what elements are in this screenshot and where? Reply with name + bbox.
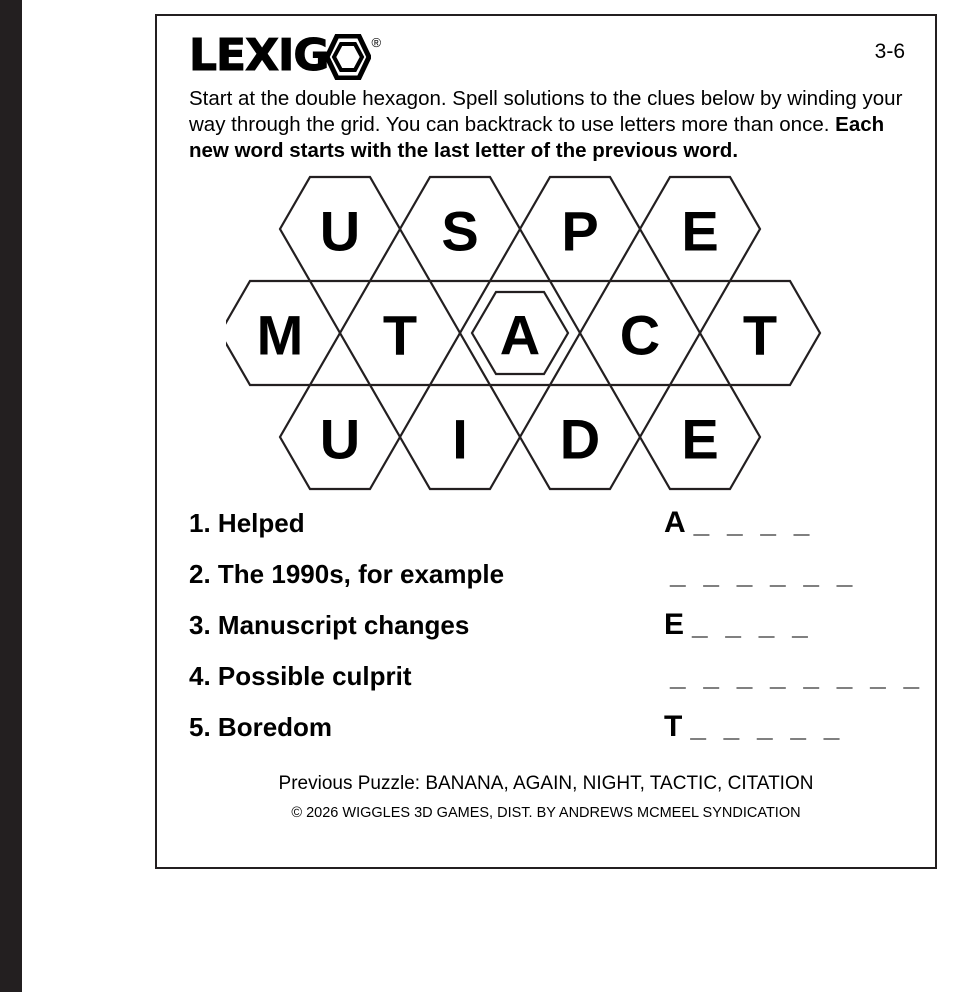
hex-grid [226, 172, 866, 497]
hex-letter: I [452, 407, 468, 471]
card-header [157, 16, 935, 86]
hex-cell-double-start[interactable] [460, 281, 580, 385]
answer-start-letter: E [664, 608, 687, 641]
page-gutter [0, 0, 22, 992]
answer-slot[interactable] [664, 557, 857, 591]
lexigo-puzzle-card [155, 14, 937, 869]
hex-cell[interactable] [400, 385, 520, 489]
hex-letter: D [559, 407, 601, 471]
clue-text [189, 508, 664, 539]
clue-label: Boredom [217, 712, 333, 742]
clue-row [189, 557, 905, 608]
clue-row [189, 710, 905, 761]
answer-start-letter: A [664, 506, 688, 539]
hex-cell[interactable] [640, 385, 760, 489]
instructions-text [189, 86, 905, 164]
clue-row [189, 608, 905, 659]
hex-cell[interactable] [580, 281, 700, 385]
hex-cell[interactable] [226, 281, 340, 385]
answer-blanks: _ _ _ _ _ _ [670, 558, 858, 589]
answer-blanks: _ _ _ _ [693, 507, 815, 538]
hex-row-2 [226, 281, 820, 385]
hex-letter: U [319, 407, 361, 471]
previous-puzzle-answers: Previous Puzzle: BANANA, AGAIN, NIGHT, TACTIC, CITATION [278, 773, 814, 794]
hex-cell[interactable] [280, 385, 400, 489]
answer-slot[interactable] [664, 710, 844, 744]
clue-text [189, 559, 664, 590]
hex-row-1 [280, 177, 760, 281]
clue-text [189, 712, 664, 743]
clue-number: 4. [189, 661, 211, 691]
hex-letter: U [319, 199, 361, 263]
answer-slot[interactable] [664, 608, 813, 642]
answer-blanks: _ _ _ _ [692, 609, 813, 640]
clue-number: 3. [189, 610, 211, 640]
clue-label: Possible culprit [217, 661, 412, 691]
answer-slot[interactable] [664, 659, 924, 693]
clue-row [189, 659, 925, 710]
hex-letter: T [382, 303, 418, 367]
hex-grid-area [157, 172, 935, 502]
answer-slot[interactable] [664, 506, 814, 540]
hex-cell[interactable] [520, 385, 640, 489]
hex-letter: P [561, 199, 599, 263]
clue-text [189, 610, 664, 641]
clue-label: Helped [217, 508, 305, 538]
clue-text [189, 661, 664, 692]
clue-number: 2. [189, 559, 211, 589]
registered-trademark-icon: ® [371, 35, 382, 50]
instructions-plain: Start at the double hexagon. Spell solutions to the clues below by winding your way through the grid. You can backtrack to use letters more than once. [189, 87, 903, 136]
logo-wordmark: LEXIG [189, 30, 329, 81]
answer-start-letter: T [664, 710, 685, 743]
hex-cell[interactable] [280, 177, 400, 281]
clue-row [189, 506, 905, 557]
hex-letter: A [499, 303, 541, 367]
double-hexagon-icon [325, 34, 371, 80]
instructions-bold: Each new word starts with the last letter of the previous word. [189, 113, 885, 162]
clue-label: Manuscript changes [217, 610, 470, 640]
answer-blanks: _ _ _ _ _ _ _ _ [670, 660, 925, 691]
hex-letter: S [441, 199, 479, 263]
hex-letter: T [742, 303, 778, 367]
answer-blanks: _ _ _ _ _ [690, 711, 845, 742]
copyright-notice: © 2026 WIGGLES 3D GAMES, DIST. BY ANDREWS MCMEEL SYNDICATION [291, 805, 801, 821]
hex-letter: E [681, 199, 719, 263]
clue-number: 5. [189, 712, 211, 742]
hex-cell[interactable] [520, 177, 640, 281]
clue-label: The 1990s, for example [217, 559, 505, 589]
hex-cell[interactable] [340, 281, 460, 385]
hex-letter: M [256, 303, 304, 367]
hex-cell[interactable] [700, 281, 820, 385]
hex-letter: E [681, 407, 719, 471]
hex-row-3 [280, 385, 760, 489]
puzzle-number: 3-6 [874, 40, 905, 63]
hex-cell[interactable] [400, 177, 520, 281]
clue-number: 1. [189, 508, 211, 538]
hex-letter: C [619, 303, 661, 367]
clues-list [189, 506, 925, 761]
hex-cell[interactable] [640, 177, 760, 281]
lexigo-logo [189, 30, 382, 81]
